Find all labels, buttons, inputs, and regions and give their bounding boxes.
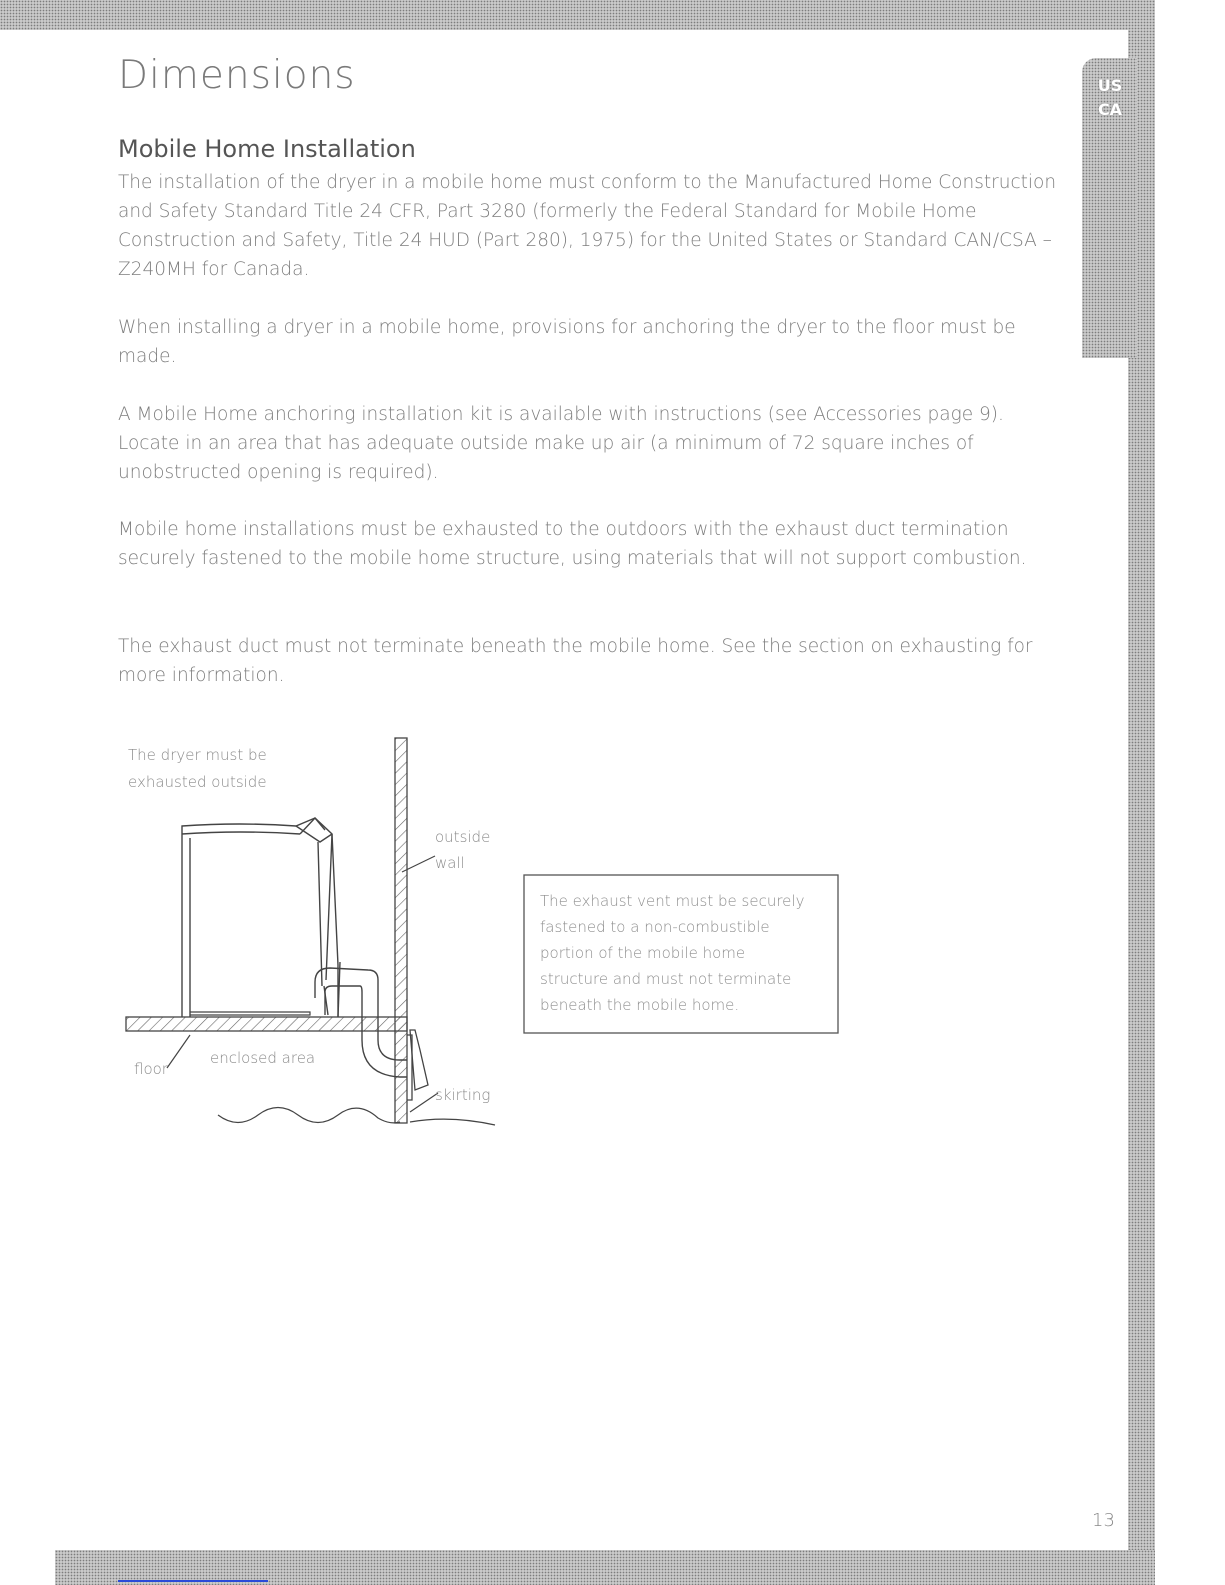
note-line: portion of the mobile home [540, 944, 746, 962]
section-heading: Mobile Home Installation [118, 135, 416, 163]
outside-wall-label-line1: outside [435, 828, 491, 846]
note-line: structure and must not terminate [540, 970, 792, 988]
dryer-exhaust-label-line2: exhausted outside [128, 773, 267, 791]
ground-line [218, 1108, 495, 1126]
paragraph-anchoring: When installing a dryer in a mobile home, provisions for anchoring the dryer to the floor must be made. [118, 317, 1016, 367]
outside-wall [395, 738, 407, 1123]
paragraph-anchoring-kit: A Mobile Home anchoring installation kit is available with instructions (see Accessories page 9). Locate in an area that has adequate outside make up air (a minimum of 72 square inches of unobstructed opening is required). [118, 404, 1004, 483]
outside-wall-label-line2: wall [435, 854, 465, 872]
page-number: 13 [1092, 1510, 1115, 1531]
top-decorative-band [0, 0, 1142, 30]
language-tab-label: US CA [1097, 76, 1123, 119]
dryer-illustration [182, 818, 340, 1017]
note-line: fastened to a non-combustible [540, 918, 770, 936]
note-line: The exhaust vent must be securely [540, 892, 805, 910]
paragraph-exhaust-termination: The exhaust duct must not terminate beneath the mobile home. See the section on exhausting for more information. [118, 636, 1033, 686]
skirting-label: skirting [435, 1086, 491, 1104]
page-title: Dimensions [118, 53, 356, 98]
dryer-exhaust-label-line1: The dryer must be [128, 746, 267, 764]
bottom-underline [118, 1580, 268, 1582]
paragraph-exhaust-outdoors: Mobile home installations must be exhausted to the outdoors with the exhaust duct termination securely fastened to the mobile home structure, using materials that will not support combustion. [118, 519, 1027, 569]
floor-label: floor [134, 1060, 168, 1078]
skirting-illustration [407, 1030, 428, 1100]
paragraph-mobile-home-standards: The installation of the dryer in a mobile home must conform to the Manufactured Home Construction and Safety Standard Title 24 CFR, Part 3280 (formerly the Federal Standard for Mobile Home Construction and Safety, Title 24 HUD (Part 280), 1975) for the United States or Standard CAN/CSA – Z240MH for Canada. [118, 172, 1057, 280]
note-line: beneath the mobile home. [540, 996, 740, 1014]
floor-slab [126, 1017, 407, 1031]
enclosed-area-label: enclosed area [210, 1049, 316, 1067]
mobile-home-installation-diagram [110, 730, 850, 1140]
exhaust-vent-note-box [524, 875, 838, 1033]
dryer-base-strip [190, 1012, 310, 1015]
